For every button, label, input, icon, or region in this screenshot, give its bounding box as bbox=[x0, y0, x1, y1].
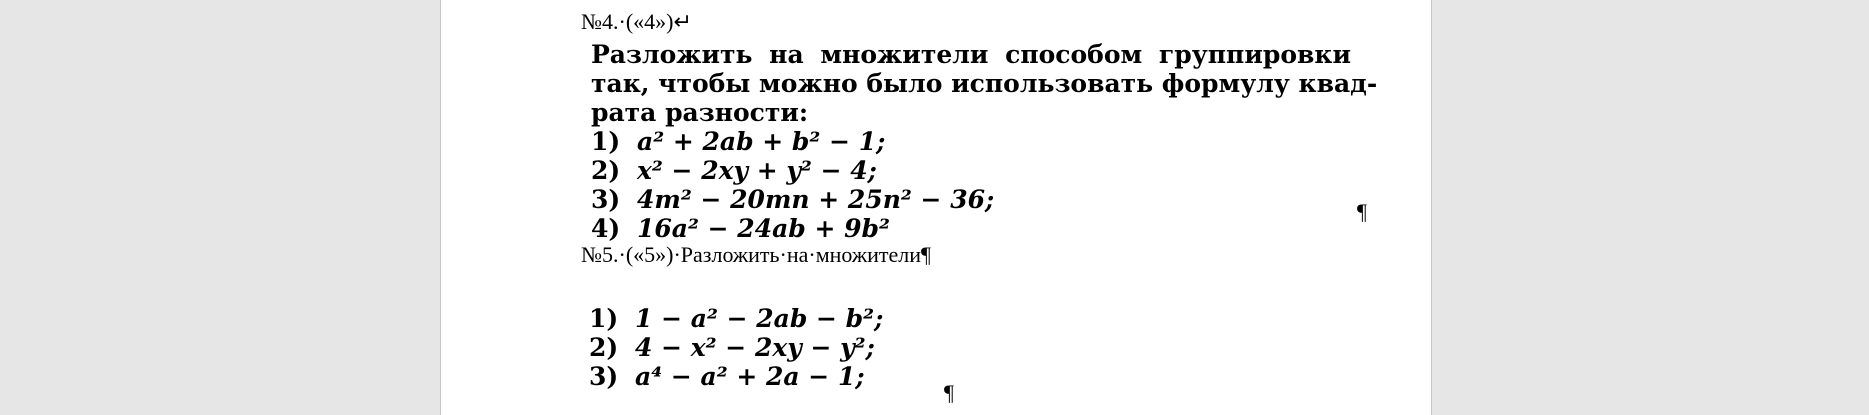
task4-item-list bbox=[591, 127, 1371, 243]
task4-heading: №4.·(«4»)↵ bbox=[581, 9, 692, 34]
task4-item-1: 1) a² + 2ab + b² − 1; bbox=[591, 127, 886, 156]
task5-item-1: 1) 1 − a² − 2ab − b²; bbox=[589, 304, 884, 333]
document-page bbox=[440, 0, 1432, 415]
task5-scanned-image bbox=[589, 304, 929, 398]
task4-item-4-cropped: 4) 16a² − 24ab + 9b² bbox=[591, 214, 890, 243]
task4-line-2: так, чтобы можно было использовать формулу квад- bbox=[591, 69, 1378, 98]
task4-scanned-image bbox=[591, 40, 1378, 243]
task5-heading: №5.·(«5»)·Разложить·на·множители¶ bbox=[581, 242, 931, 267]
task5-pilcrow: ¶ bbox=[944, 380, 954, 405]
task4-line-3: рата разности: bbox=[591, 98, 809, 127]
task4-statement bbox=[591, 40, 1378, 127]
task4-item-3: 3) 4m² − 20mn + 25n² − 36; bbox=[591, 185, 995, 214]
task5-item-3: 3) a⁴ − a² + 2a − 1; bbox=[589, 362, 865, 391]
task4-item-2: 2) x² − 2xy + y² − 4; bbox=[591, 156, 877, 185]
task5-item-2: 2) 4 − x² − 2xy − y²; bbox=[589, 333, 875, 362]
task4-line-1: Разложить на множители способом группировки bbox=[591, 40, 1351, 69]
task4-pilcrow: ¶ bbox=[1357, 199, 1367, 224]
